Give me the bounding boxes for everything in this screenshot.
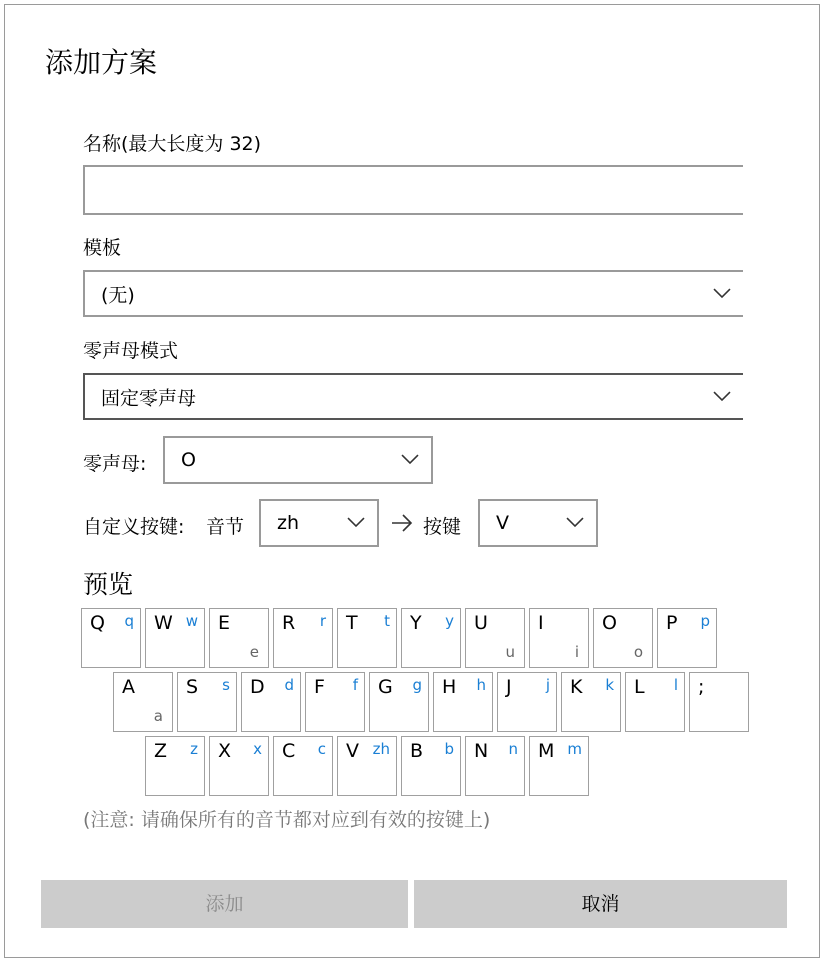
key-e (209, 608, 269, 668)
key-cap: ; (698, 676, 705, 698)
chevron-down-icon (713, 390, 731, 402)
key-u (465, 608, 525, 668)
key-cap: I (538, 612, 544, 634)
key-cap: X (218, 740, 232, 762)
template-label: 模板 (83, 237, 122, 259)
template-dropdown[interactable] (83, 270, 743, 317)
key-mapping: h (476, 676, 486, 694)
cancel-button[interactable]: 取消 (414, 880, 787, 928)
key-mapping: l (673, 676, 678, 694)
zero-initial-selected-value: O (181, 449, 196, 471)
key-m (529, 736, 589, 796)
key-mapping: z (190, 740, 198, 758)
key-mapping: t (384, 612, 390, 630)
key-cap: V (346, 740, 359, 762)
key-cap: S (186, 676, 199, 698)
key-cap: Q (90, 612, 105, 634)
key-cap: K (570, 676, 583, 698)
key-k (561, 672, 621, 732)
key-mapping: j (545, 676, 550, 694)
zero-mode-label: 零声母模式 (83, 340, 179, 362)
key-mapping: p (700, 612, 710, 630)
syllable-dropdown[interactable] (259, 499, 379, 547)
key-cap: T (346, 612, 358, 634)
key-cap: J (506, 676, 512, 698)
key-cap: U (474, 612, 488, 634)
key-mapping: x (253, 740, 262, 758)
add-scheme-dialog (4, 4, 820, 958)
key-cap: G (378, 676, 393, 698)
key-cap: C (282, 740, 296, 762)
name-input[interactable] (83, 165, 743, 215)
key-g (369, 672, 429, 732)
key-final: u (505, 643, 515, 661)
key-a (113, 672, 173, 732)
key-mapping: g (412, 676, 422, 694)
key-n (465, 736, 525, 796)
key-c (273, 736, 333, 796)
key-mapping: y (445, 612, 454, 630)
key-mapping: f (352, 676, 358, 694)
zero-mode-selected-value: 固定零声母 (101, 387, 197, 409)
key-cap: N (474, 740, 489, 762)
key-mapping: zh (372, 740, 390, 758)
key-j (497, 672, 557, 732)
key-z (145, 736, 205, 796)
key-i (529, 608, 589, 668)
key-mapping: k (605, 676, 614, 694)
key-cap: Z (154, 740, 168, 762)
key-cap: W (154, 612, 173, 634)
zero-mode-dropdown[interactable] (83, 373, 743, 420)
key-dropdown[interactable] (478, 499, 598, 547)
key-cap: L (634, 676, 645, 698)
zero-initial-label: 零声母: (83, 453, 147, 475)
key-d (241, 672, 301, 732)
syllable-selected-value: zh (277, 512, 300, 534)
key-t (337, 608, 397, 668)
key-mapping: r (319, 612, 326, 630)
key-final: e (249, 643, 259, 661)
key-cap: H (442, 676, 457, 698)
key-semicolon (689, 672, 749, 732)
key-p (657, 608, 717, 668)
key-r (273, 608, 333, 668)
key-mapping: m (567, 740, 582, 758)
key-h (433, 672, 493, 732)
name-label: 名称(最大长度为 32) (83, 133, 262, 155)
key-final: o (633, 643, 643, 661)
key-cap: Y (410, 612, 422, 634)
key-final: a (153, 707, 163, 725)
add-button[interactable]: 添加 (41, 880, 408, 928)
dialog-title: 添加方案 (45, 46, 158, 79)
key-mapping: w (185, 612, 198, 630)
key-cap: E (218, 612, 231, 634)
key-cap: P (666, 612, 678, 634)
key-cap: D (250, 676, 265, 698)
key-mapping: n (508, 740, 518, 758)
key-cap: A (122, 676, 135, 698)
key-mapping: q (124, 612, 134, 630)
template-selected-value: (无) (101, 284, 135, 306)
custom-key-label: 自定义按键: (83, 516, 185, 538)
key-mapping: d (284, 676, 294, 694)
chevron-down-icon (713, 287, 731, 299)
chevron-down-icon (566, 516, 584, 528)
key-cap: O (602, 612, 617, 634)
syllable-label: 音节 (206, 516, 245, 538)
key-y (401, 608, 461, 668)
key-f (305, 672, 365, 732)
key-s (177, 672, 237, 732)
key-cap: B (410, 740, 424, 762)
key-b (401, 736, 461, 796)
key-cap: F (314, 676, 325, 698)
zero-initial-dropdown[interactable] (163, 436, 433, 484)
key-v (337, 736, 397, 796)
key-final: i (574, 643, 579, 661)
chevron-down-icon (401, 453, 419, 465)
key-mapping: s (222, 676, 230, 694)
key-o (593, 608, 653, 668)
key-selected-value: V (496, 512, 509, 534)
key-x (209, 736, 269, 796)
key-mapping: c (317, 740, 326, 758)
preview-note: (注意: 请确保所有的音节都对应到有效的按键上) (83, 809, 491, 831)
key-mapping: b (444, 740, 454, 758)
key-w (145, 608, 205, 668)
key-l (625, 672, 685, 732)
arrow-right-icon (390, 511, 414, 535)
key-cap: R (282, 612, 296, 634)
key-label: 按键 (423, 516, 462, 538)
chevron-down-icon (347, 516, 365, 528)
key-cap: M (538, 740, 555, 762)
preview-label: 预览 (83, 570, 134, 599)
key-q (81, 608, 141, 668)
